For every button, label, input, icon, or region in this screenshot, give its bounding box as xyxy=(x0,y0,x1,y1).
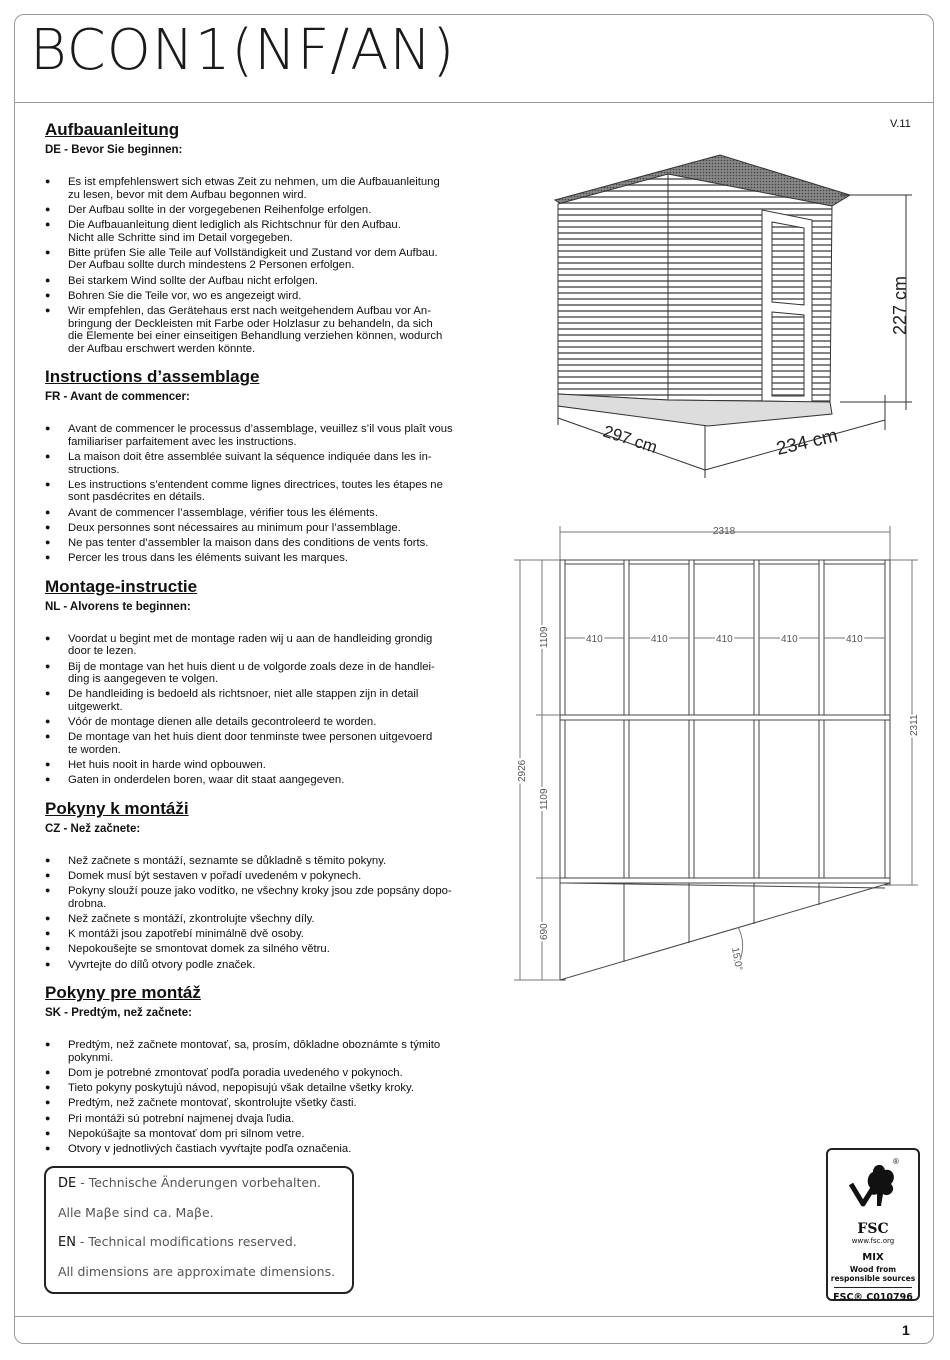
list-item: ● Wir empfehlen, das Gerätehaus erst nach weitgehendem Aufbau vor An- bringung der Deckleisten mit Farbe oder Holzlasur zu behandeln, da sich die Elemente bei einer einseitigen Behandlung verziehen können, wodurch der Aufbau erschwert werden könnte. xyxy=(45,305,490,355)
fsc-label: FSC xyxy=(857,1221,889,1237)
list-item: ● Než začnete s montáží, zkontrolujte všechny díly. xyxy=(45,913,490,926)
section-subtitle: FR - Avant de commencer: xyxy=(45,391,190,404)
list-item: ● Než začnete s montáží, seznamte se důkladně s těmito pokyny. xyxy=(45,855,490,868)
list-item: ● Bei starkem Wind sollte der Aufbau nicht erfolgen. xyxy=(45,275,490,288)
bay-width-label: 410 xyxy=(586,634,603,645)
list-item: ● Predtým, než začnete montovať, sa, prosím, dôkladne oboznámte s týmito pokynmi. xyxy=(45,1039,490,1064)
instruction-list xyxy=(45,633,490,787)
fsc-url: www.fsc.org xyxy=(851,1237,895,1245)
list-item: ● Het huis nooit in harde wind opbouwen. xyxy=(45,759,490,772)
list-item: ● Nepokoušejte se smontovat domek za silného větru. xyxy=(45,943,490,956)
list-item: ● Vóór de montage dienen alle details gecontroleerd te worden. xyxy=(45,716,490,729)
fsc-line2: responsible sources xyxy=(830,1274,916,1283)
bay-width-label: 410 xyxy=(846,634,863,645)
list-item: ● Otvory v jednotlivých častiach vyvŕtajte podľa označenia. xyxy=(45,1143,490,1156)
instruction-list xyxy=(45,176,490,355)
lang-code-de: DE xyxy=(58,1176,77,1191)
section-title: Montage-instructie xyxy=(45,576,198,596)
list-item: ● Gaten in onderdelen boren, waar dit staat aangegeven. xyxy=(45,774,490,787)
roof-angle-label: 15.0° xyxy=(729,946,744,972)
list-item: ● Pri montáži sú potrební najmenej dvaja ľudia. xyxy=(45,1113,490,1126)
section-title: Instructions d’assemblage xyxy=(45,367,260,387)
note-de-line2: Alle Maβe sind ca. Maβe. xyxy=(58,1205,214,1220)
list-item: ● Ne pas tenter d’assembler la maison dans des conditions de vents forts. xyxy=(45,537,490,550)
list-item: ● Bohren Sie die Teile vor, wo es angezeigt wird. xyxy=(45,290,490,303)
top-width-label: 2318 xyxy=(713,526,736,537)
section-title: Aufbauanleitung xyxy=(45,120,180,139)
list-item: ● Tieto pokyny poskytujú návod, nepopisujú však detailne všetky kroky. xyxy=(45,1082,490,1095)
section-subtitle: SK - Predtým, než začnete: xyxy=(45,1007,192,1020)
list-item: ● Les instructions s’entendent comme lignes directrices, toutes les étapes ne sont pasdécrites en détails. xyxy=(45,479,490,504)
fsc-mix: MIX xyxy=(862,1252,884,1263)
list-item: ● Vyvrtejte do dílů otvory podle značek. xyxy=(45,959,490,972)
floor-height-label: 690 xyxy=(539,923,550,940)
instructions-column xyxy=(45,118,490,1166)
header-divider xyxy=(15,102,933,103)
section-subtitle: CZ - Než začnete: xyxy=(45,822,141,835)
list-item: ● Es ist empfehlenswert sich etwas Zeit zu nehmen, um die Aufbauanleitung zu lesen, bevor mit dem Aufbau begonnen wird. xyxy=(45,176,490,201)
section-fr xyxy=(45,365,490,565)
bay-width-label: 410 xyxy=(716,634,733,645)
width-label: 234 cm xyxy=(774,425,840,460)
instruction-list xyxy=(45,423,490,565)
list-item: ● Percer les trous dans les éléments suivant les marques. xyxy=(45,552,490,565)
list-item: ● Dom je potrebné zmontovať podľa poradia uvedeného v pokynoch. xyxy=(45,1067,490,1080)
list-item: ● Nepokúšajte sa montovať dom pri silnom vetre. xyxy=(45,1128,490,1141)
list-item: ● Bij de montage van het huis dient u de volgorde zoals deze in de handlei- ding is aangegeven te volgen. xyxy=(45,661,490,686)
list-item: ● Predtým, než začnete montovať, skontrolujte všetky časti. xyxy=(45,1097,490,1110)
section-title: Pokyny pre montáž xyxy=(45,983,201,1003)
total-height-label: 2926 xyxy=(517,759,528,782)
depth-label: 297 cm xyxy=(600,421,660,458)
section-sk xyxy=(45,981,490,1155)
fsc-reg-mark: ® xyxy=(893,1157,899,1166)
height-label: 227 cm xyxy=(890,275,910,335)
instruction-list xyxy=(45,1039,490,1155)
lower-height-label: 1109 xyxy=(539,788,550,810)
note-de-text: - Technische Änderungen vorbehalten. xyxy=(76,1175,322,1190)
list-item: ● Der Aufbau sollte in der vorgegebenen Reihenfolge erfolgen. xyxy=(45,204,490,217)
list-item: ● La maison doit être assemblée suivant la séquence indiquée dans les in- structions. xyxy=(45,451,490,476)
section-de xyxy=(45,118,490,355)
list-item: ● Pokyny slouží pouze jako vodítko, ne všechny kroky jsou zde popsány dopo- drobna. xyxy=(45,885,490,910)
shed-isometric-drawing xyxy=(540,150,920,480)
dimensions-note-box xyxy=(44,1166,354,1294)
bay-width-label: 410 xyxy=(651,634,668,645)
page-number: 1 xyxy=(902,1322,910,1338)
upper-height-label: 1109 xyxy=(539,626,550,648)
instruction-list xyxy=(45,855,490,971)
list-item: ● Deux personnes sont nécessaires au minimum pour l’assemblage. xyxy=(45,522,490,535)
fsc-logo xyxy=(826,1148,920,1301)
frame-elevation-drawing xyxy=(500,520,930,1000)
section-cz xyxy=(45,797,490,971)
list-item: ● De montage van het huis dient door tenminste twee personen uitgevoerd te worden. xyxy=(45,731,490,756)
list-item: ● Avant de commencer l’assemblage, vérifier tous les éléments. xyxy=(45,507,490,520)
list-item: ● Voordat u begint met de montage raden wij u aan de handleiding grondig door te lezen. xyxy=(45,633,490,658)
fsc-line1: Wood from xyxy=(849,1265,897,1274)
list-item: ● Domek musí být sestaven v pořadí uvedeném v pokynech. xyxy=(45,870,490,883)
note-en-line2: All dimensions are approximate dimensions. xyxy=(58,1264,336,1279)
section-subtitle: DE - Bevor Sie beginnen: xyxy=(45,144,183,156)
right-height-label: 2311 xyxy=(909,714,920,736)
version-label: V.11 xyxy=(890,118,911,130)
list-item: ● Die Aufbauanleitung dient lediglich als Richtschnur für den Aufbau. Nicht alle Schritte sind im Detail vorgegeben. xyxy=(45,219,490,244)
section-subtitle: NL - Alvorens te beginnen: xyxy=(45,600,191,613)
list-item: ● Bitte prüfen Sie alle Teile auf Vollständigkeit und Zustand vor dem Aufbau. Der Aufbau sollte durch mindestens 2 Personen erfolgen. xyxy=(45,247,490,272)
bay-width-label: 410 xyxy=(781,634,798,645)
section-nl xyxy=(45,575,490,787)
model-title: BCON1(NF/AN) xyxy=(30,18,456,83)
list-item: ● Avant de commencer le processus d’assemblage, veuillez s’il vous plaît vous familiariser parfaitement avec les instructions. xyxy=(45,423,490,448)
list-item: ● De handleiding is bedoeld als richtsnoer, niet alle stappen zijn in detail uitgewerkt. xyxy=(45,688,490,713)
lang-code-en: EN xyxy=(58,1235,76,1250)
fsc-tree-icon xyxy=(843,1156,903,1218)
section-title: Pokyny k montáži xyxy=(45,798,189,818)
footer-divider xyxy=(15,1316,933,1317)
note-en-text: - Technical modifications reserved. xyxy=(75,1234,297,1249)
fsc-code: FSC® C010796 xyxy=(833,1292,913,1303)
list-item: ● K montáži jsou zapotřebí minimálně dvě osoby. xyxy=(45,928,490,941)
